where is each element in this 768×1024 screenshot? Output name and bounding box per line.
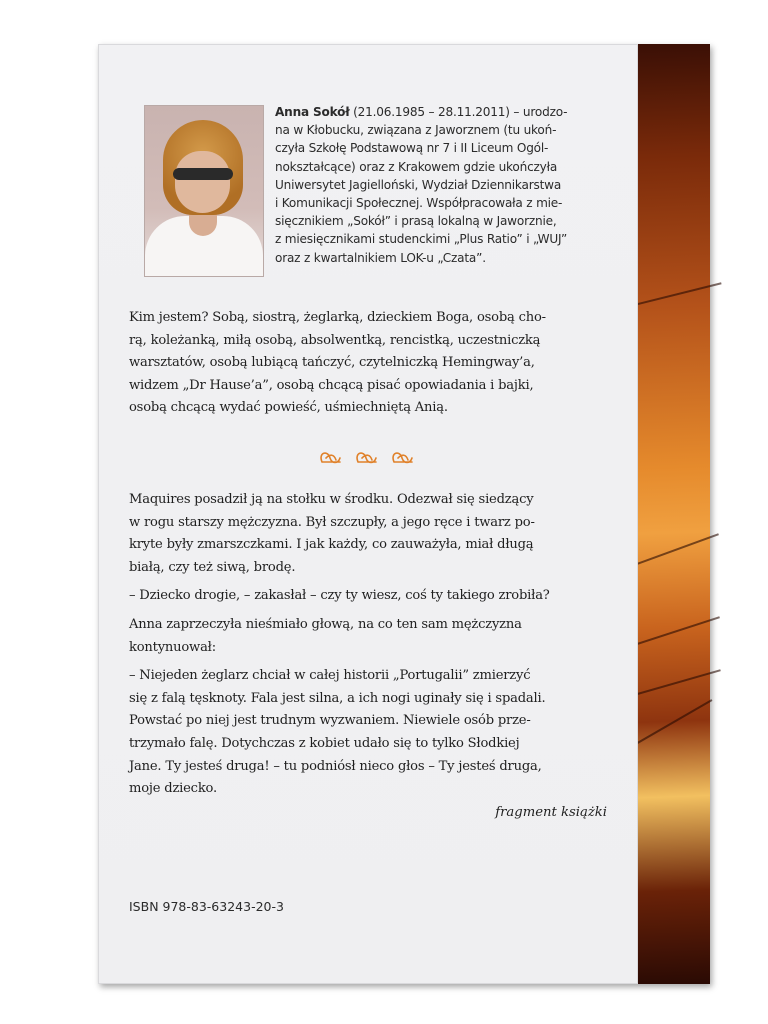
author-photo bbox=[144, 105, 264, 277]
spine-stripe bbox=[634, 282, 722, 306]
book-fragment bbox=[129, 489, 629, 807]
back-cover bbox=[98, 44, 638, 984]
author-name: Anna Sokół bbox=[275, 105, 350, 119]
fragment-paragraph: – Dziecko drogie, – zakasłał – czy ty wiesz, coś ty takiego zrobiła? bbox=[129, 588, 550, 604]
spine-stripe bbox=[634, 533, 719, 566]
fragment-source: fragment książki bbox=[495, 805, 607, 820]
spine-stripe bbox=[634, 699, 713, 746]
spine-stripe bbox=[634, 616, 720, 646]
author-bio bbox=[275, 103, 615, 267]
book bbox=[98, 44, 710, 984]
fragment-paragraph: Maquires posadził ją na stołku w środku. Odezwał się siedzący w rogu starszy mężczyzna. Był szczupły, a jego ręce i twarz po- kryte były zmarszczkami. I jak każdy, co zauważyła, miał długą białą, czy też siwą, brodę. bbox=[129, 492, 535, 575]
fragment-paragraph: Anna zaprzeczyła nieśmiało głową, na co ten sam mężczyzna kontynuował: bbox=[129, 616, 522, 655]
fragment-paragraph: – Niejeden żeglarz chciał w całej historii „Portugalii” zmierzyć się z falą tęsknoty. Fala jest silna, a ich nogi uginały się i spadali. Powstać po niej jest trudnym wyzwaniem. Niewiele osób prze- trzymało falę. Dotychczas z kobiet udało się to tylko Słodkiej Jane. Ty jesteś druga! – tu podniósł nieco głos – Ty jesteś druga, moje dziecko. bbox=[129, 668, 546, 797]
isbn: ISBN 978-83-63243-20-3 bbox=[129, 899, 284, 914]
about-author-text: Kim jestem? Sobą, siostrą, żeglarką, dzieckiem Boga, osobą cho- rą, koleżanką, miłą osobą, absolwentką, rencistką, uczestniczką warsztatów, osobą lubiącą tańczyć, czytelniczką Hemingway’a, widzem „Dr Hause’a”, osobą chcącą pisać opowiadania i bajki, osobą chcącą wydać powieść, uśmiechniętą Anią. bbox=[129, 310, 546, 416]
ornament-divider-icon bbox=[314, 446, 424, 470]
spine-stripe bbox=[634, 669, 721, 696]
spine-artwork bbox=[634, 44, 710, 984]
author-bio-text: (21.06.1985 – 28.11.2011) – urodzo- na w Kłobucku, związana z Jaworznem (tu ukoń- czyła Szkołę Podstawową nr 7 i II Liceum Ogól- nokształcące) oraz z Krakowem gdzie ukończyła Uniwersytet Jagielloński, Wydział Dziennikarstwa i Komunikacji Społecznej. Współpracowała z mie- sięcznikiem „Sokół” i prasą lokalną w Jaworznie, z miesięcznikami studenckimi „Plus Ratio” i „WUJ” oraz z kwartalnikiem LOK-u „Czata”. bbox=[275, 105, 568, 265]
